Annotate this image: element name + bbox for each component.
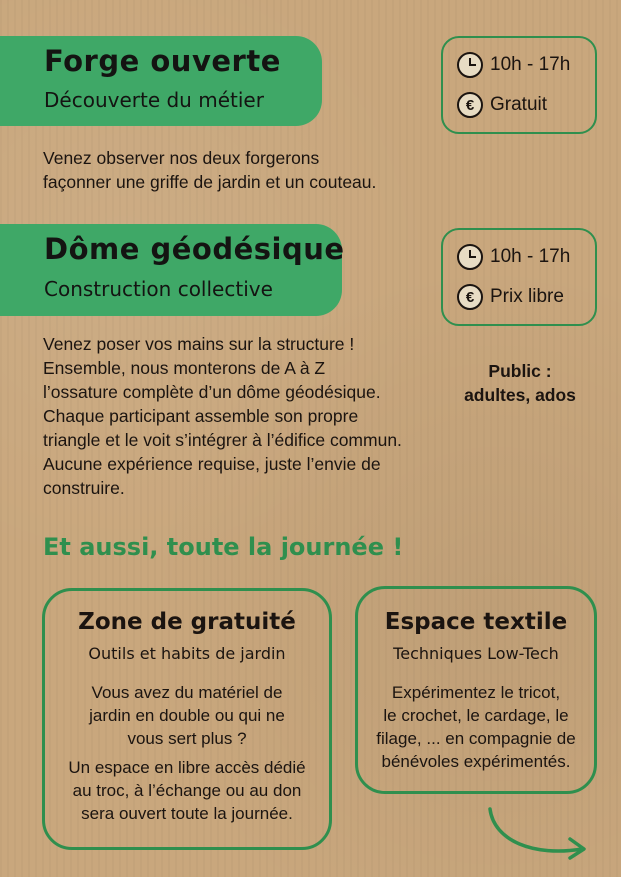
euro-icon: €: [457, 284, 483, 310]
zone-gratuite-line: jardin en double ou qui ne: [89, 706, 285, 725]
audience-value: adultes, ados: [464, 385, 576, 405]
zone-gratuite-paragraph-2: [55, 756, 319, 825]
zone-gratuite-subtitle: Outils et habits de jardin: [88, 644, 286, 663]
dome-description-line: Chaque participant assemble son propre: [43, 406, 359, 426]
dome-price-row: [457, 284, 564, 310]
dome-info-box: [441, 228, 597, 326]
euro-icon: €: [457, 92, 483, 118]
dome-subtitle: Construction collective: [44, 277, 273, 301]
forge-price: Gratuit: [490, 94, 548, 115]
dome-description-line: Ensemble, nous monterons de A à Z: [43, 358, 326, 378]
clock-icon: [457, 244, 483, 270]
forge-subtitle: Découverte du métier: [44, 88, 264, 112]
zone-gratuite-title: Zone de gratuité: [78, 609, 296, 635]
espace-textile-paragraph: [364, 681, 588, 773]
espace-textile-title: Espace textile: [384, 609, 568, 635]
forge-price-row: [457, 92, 547, 118]
zone-gratuite-line: sera ouvert toute la journée.: [81, 804, 293, 823]
forge-time-row: [457, 52, 570, 78]
zone-gratuite-paragraph-1: [55, 681, 319, 750]
zone-gratuite-line: Un espace en libre accès dédié: [68, 758, 306, 777]
forge-description-line: façonner une griffe de jardin et un couteau.: [43, 172, 377, 192]
espace-textile-line: filage, ... en compagnie de: [376, 729, 576, 748]
espace-textile-line: le crochet, le cardage, le: [383, 706, 569, 725]
dome-audience: [450, 359, 590, 407]
dome-time: 10h - 17h: [490, 246, 571, 267]
espace-textile-card: [355, 586, 597, 794]
forge-description: [43, 146, 423, 194]
zone-gratuite-card: [42, 588, 332, 850]
dome-description-line: Venez poser vos mains sur la structure !: [43, 334, 355, 354]
espace-textile-line: bénévoles expérimentés.: [381, 752, 571, 771]
forge-title: Forge ouverte: [44, 44, 281, 78]
dome-description-line: l’ossature complète d’un dôme géodésique.: [43, 382, 381, 402]
dome-description-line: Aucune expérience requise, juste l’envie de: [43, 454, 381, 474]
zone-gratuite-line: Vous avez du matériel de: [91, 683, 283, 702]
clock-icon: [457, 52, 483, 78]
dome-description: [43, 332, 443, 500]
also-heading: Et aussi, toute la journée !: [43, 533, 404, 561]
curved-arrow-icon: [484, 805, 594, 863]
dome-time-row: [457, 244, 570, 270]
dome-title: Dôme géodésique: [44, 232, 345, 266]
dome-description-line: construire.: [43, 478, 125, 498]
dome-description-line: triangle et le voit s’intégrer à l’édifice commun.: [43, 430, 402, 450]
forge-info-box: [441, 36, 597, 134]
espace-textile-line: Expérimentez le tricot,: [391, 683, 561, 702]
forge-description-line: Venez observer nos deux forgerons: [43, 148, 320, 168]
zone-gratuite-line: vous sert plus ?: [127, 729, 247, 748]
espace-textile-subtitle: Techniques Low-Tech: [393, 644, 559, 663]
forge-time: 10h - 17h: [490, 54, 571, 75]
dome-price: Prix libre: [490, 286, 564, 307]
zone-gratuite-line: au troc, à l’échange ou au don: [72, 781, 302, 800]
audience-label: Public :: [488, 361, 552, 381]
